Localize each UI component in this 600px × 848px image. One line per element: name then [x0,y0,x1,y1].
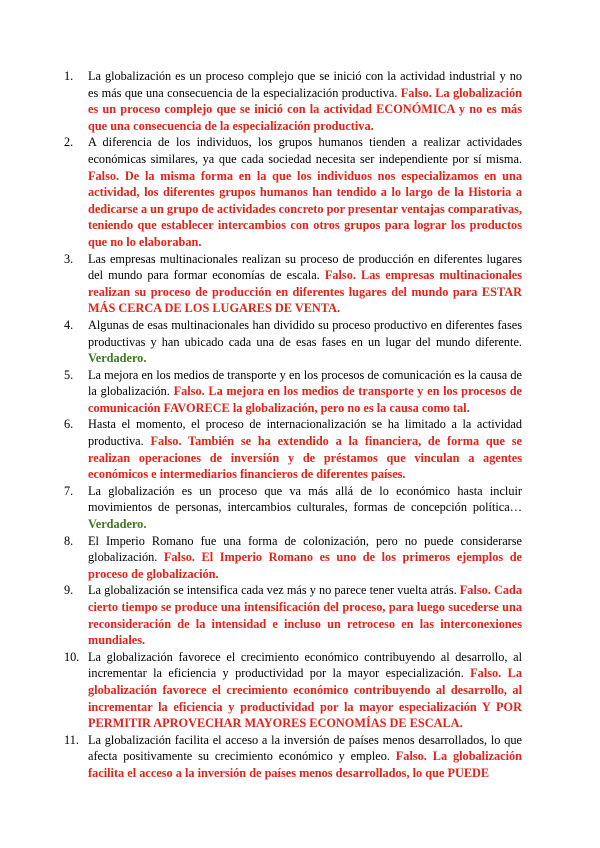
answer-falso: Falso. La globalización favorece el crecimiento económico contribuyendo al desarrollo, al incrementar la eficiencia y productividad por la mayor especialización Y POR PERMITIR APROVECHAR MAYORES ECONOMÍAS DE ESCALA. [88,666,522,731]
answer-falso: Falso. Cada cierto tiempo se produce una intensificación del proceso, para luego sucederse una reconsideración de la intensidad e incluso un retroceso en las interconexiones mundiales. [88,583,522,648]
list-item [64,68,522,134]
statement-text: A diferencia de los individuos, los grupos humanos tienden a realizar actividades económicas similares, ya que cada sociedad necesita ser independiente por sí misma. [88,135,522,166]
item-number: 3. [64,251,74,266]
item-number: 6. [64,417,74,432]
answer-falso: Falso. Las empresas multinacionales realizan su proceso de producción en diferentes lugares del mundo para ESTAR MÁS CERCA DE LOS LUGARES DE VENTA. [88,268,522,316]
item-number: 11. [64,732,79,747]
statement-text: La globalización favorece el crecimiento económico contribuyendo al desarrollo, al incrementar la eficiencia y productividad por la mayor especialización. [88,649,522,681]
item-number: 10. [64,649,80,664]
statement-text: La mejora en los medios de transporte y en los procesos de comunicación es la causa de la globalización. [88,367,522,399]
answer-falso: Falso. La mejora en los medios de transporte y en los procesos de comunicación FAVORECE la globalización, pero no es la causa como tal. [88,384,522,415]
answer-falso: Falso. De la misma forma en la que los individuos nos especializamos en una actividad, los diferentes grupos humanos han tendido a lo largo de la Historia a dedicarse a un grupo de actividades concreto por presentar ventajas comparativas, teniendo que establecer intercambios con otros grupos para lograr los productos que no lo elaboraban. [88,168,522,249]
answer-falso: Falso. La globalización facilita el acceso a la inversión de países menos desarrollados, lo que PUEDE [88,749,522,780]
statement-text: La globalización facilita el acceso a la inversión de países menos desarrollados, lo que afecta positivamente su crecimiento económico y empleo. [88,732,522,764]
statement-text: El Imperio Romano fue una forma de colonización, pero no puede considerarse globalización. [88,533,522,565]
list-item [64,317,522,367]
statement-text: La globalización se intensifica cada vez más y no parece tener vuelta atrás. [88,583,457,598]
item-number: 1. [64,69,74,83]
item-number: 5. [64,367,74,382]
answer-verdadero: Verdadero. [88,517,147,532]
item-number: 4. [64,317,74,332]
list-item [64,416,522,482]
list-item [64,134,522,250]
list-item [64,732,522,782]
statement-text: Hasta el momento, el proceso de internacionalización se ha limitado a la actividad productiva. [88,417,522,449]
list-item [64,483,522,533]
answer-verdadero: Verdadero. [88,351,147,366]
statement-text: La globalización es un proceso complejo que se inició con la actividad industrial y no es más que una consecuencia de la especialización productiva. [88,69,522,100]
list-item [64,533,522,583]
statement-text: Algunas de esas multinacionales han dividido su proceso productivo en diferentes fases productivas y han ubicado cada una de esas fases en un lugar del mundo diferente. [88,317,522,349]
statement-list [64,68,522,782]
answer-falso: Falso. El Imperio Romano es uno de los primeros ejemplos de proceso de globalización. [88,550,522,581]
answer-falso: Falso. La globalización es un proceso complejo que se inició con la actividad ECONÓMICA y no es más que una consecuencia de la especialización productiva. [88,85,522,133]
item-number: 8. [64,533,74,548]
statement-text: La globalización es un proceso que va más allá de lo económico hasta incluir movimientos de personas, intercambios culturales, formas de concepción política… [88,483,522,515]
list-item [64,251,522,317]
item-number: 9. [64,583,74,598]
answer-falso: Falso. También se ha extendido a la financiera, de forma que se realizan operaciones de inversión y de préstamos que vinculan a agentes económicos e intermediarios financieros de diferentes países. [88,434,522,482]
list-item [64,582,522,648]
statement-text: Las empresas multinacionales realizan su proceso de producción en diferentes lugares del mundo para formar economías de escala. [88,251,522,283]
list-item [64,649,522,732]
list-item [64,367,522,417]
item-number: 2. [64,135,74,150]
item-number: 7. [64,483,74,498]
